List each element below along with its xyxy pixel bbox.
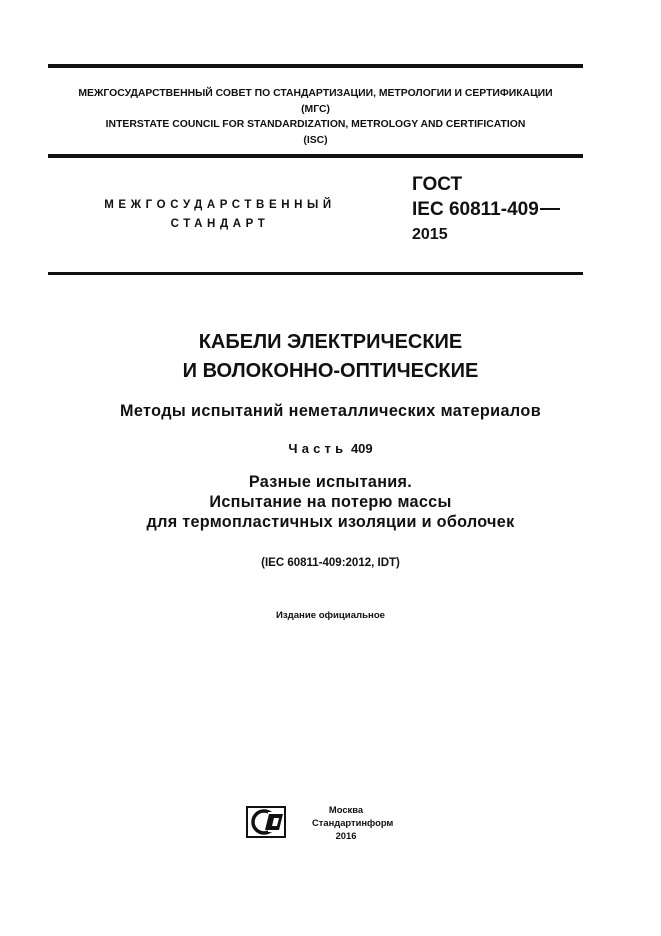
council-abbr-en: (ISC) [303, 134, 328, 146]
standard-type-line2: СТАНДАРТ [170, 218, 270, 230]
gost-dash [540, 208, 560, 210]
publisher-block [312, 803, 394, 842]
edition-note: Издание официальное [275, 610, 386, 621]
document-subtitle: Методы испытаний неметаллических материалов [119, 402, 542, 420]
gost-number: IEC 60811-409 [412, 199, 539, 220]
title-line2: И ВОЛОКОННО-ОПТИЧЕСКИЕ [182, 360, 479, 382]
standard-designation [412, 172, 560, 247]
part-title-line3: для термопластичных изоляции и оболочек [146, 513, 515, 531]
gost-year: 2015 [412, 226, 448, 243]
part-number: 409 [350, 441, 373, 456]
publisher-year: 2016 [335, 830, 357, 841]
bottom-rule [48, 272, 583, 275]
publisher-city: Москва [328, 804, 364, 815]
council-name-ru: МЕЖГОСУДАРСТВЕННЫЙ СОВЕТ ПО СТАНДАРТИЗАЦИИ, МЕТРОЛОГИИ И СЕРТИФИКАЦИИ [78, 88, 553, 99]
standard-type [96, 196, 344, 234]
part-title-line2: Испытание на потерю массы [209, 493, 452, 511]
part-title-line1: Разные испытания. [248, 473, 413, 491]
standard-type-line1: МЕЖГОСУДАРСТВЕННЫЙ [104, 199, 336, 211]
part-title [0, 472, 661, 532]
publisher-name: Стандартинформ [312, 817, 394, 828]
title-line1: КАБЕЛИ ЭЛЕКТРИЧЕСКИЕ [198, 331, 463, 353]
standartinform-logo-icon [246, 806, 286, 838]
gost-number-line [412, 198, 560, 222]
gost-label: ГОСТ [412, 174, 463, 195]
document-title [0, 328, 661, 386]
iec-reference: (IEC 60811-409:2012, IDT) [261, 557, 400, 569]
top-rule [48, 64, 583, 68]
council-name-en: INTERSTATE COUNCIL FOR STANDARDIZATION, METROLOGY AND CERTIFICATION [105, 119, 526, 130]
council-abbr-ru: (МГС) [301, 103, 330, 115]
middle-rule [48, 154, 583, 158]
council-header [48, 86, 583, 148]
part-heading [0, 440, 661, 458]
part-word: Часть [288, 441, 348, 456]
